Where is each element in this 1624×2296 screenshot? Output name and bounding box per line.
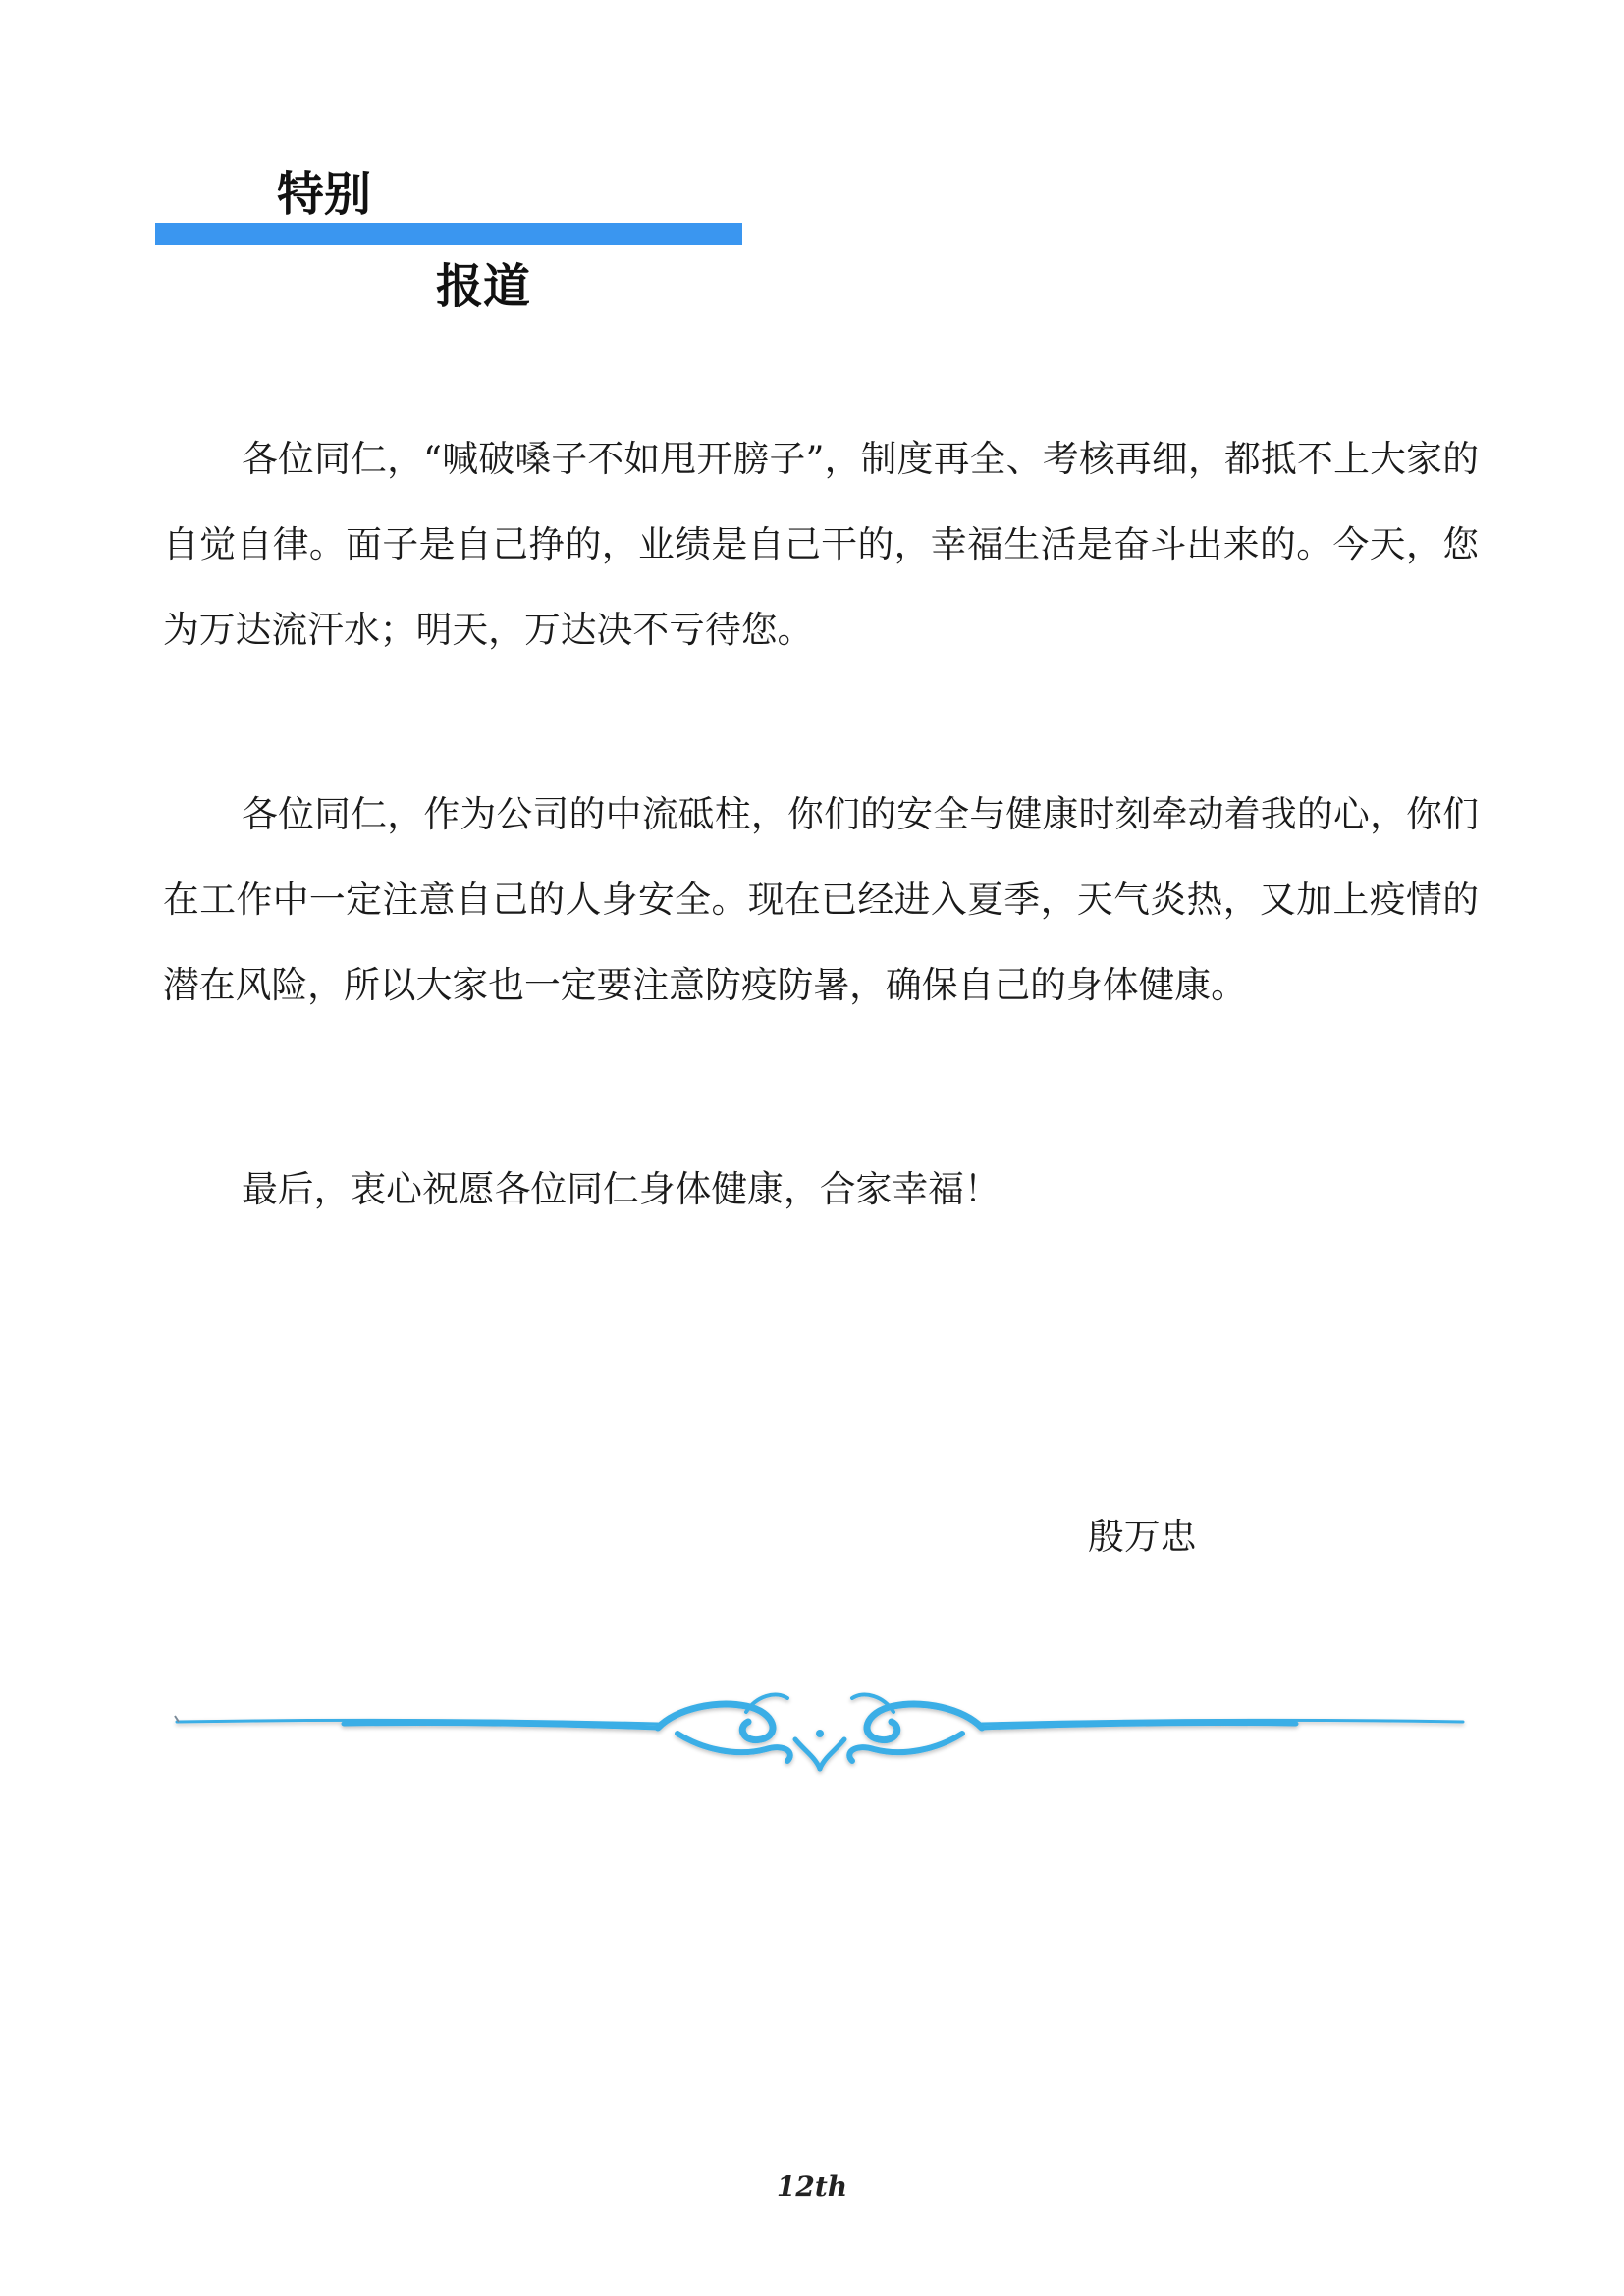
title-accent-bar [155, 223, 742, 245]
body-paragraph-1: 各位同仁，“喊破嗓子不如甩开膀子”，制度再全、考核再细，都抵不上大家的自觉自律。面子是自己挣的，业绩是自己干的，幸福生活是奋斗出来的。今天，您为万达流汗水；明天，万达决不亏待您。 [163, 438, 1479, 651]
section-title-line-2: 报道 [436, 259, 531, 314]
body-paragraph-2: 各位同仁，作为公司的中流砥柱，你们的安全与健康时刻牵动着我的心，你们在工作中一定注意自己的人身安全。现在已经进入夏季，天气炎热，又加上疫情的潜在风险，所以大家也一定要注意防疫防暑，确保自己的身体健康。 [163, 793, 1479, 1006]
section-title-line-1: 特别 [277, 167, 372, 222]
signature: 殷万忠 [1088, 1516, 1197, 1558]
page-number: 12th [776, 2170, 848, 2203]
ornamental-flourish-icon [167, 1679, 1473, 1787]
body-paragraph-3: 最后，衷心祝愿各位同仁身体健康，合家幸福！ [242, 1168, 1001, 1210]
